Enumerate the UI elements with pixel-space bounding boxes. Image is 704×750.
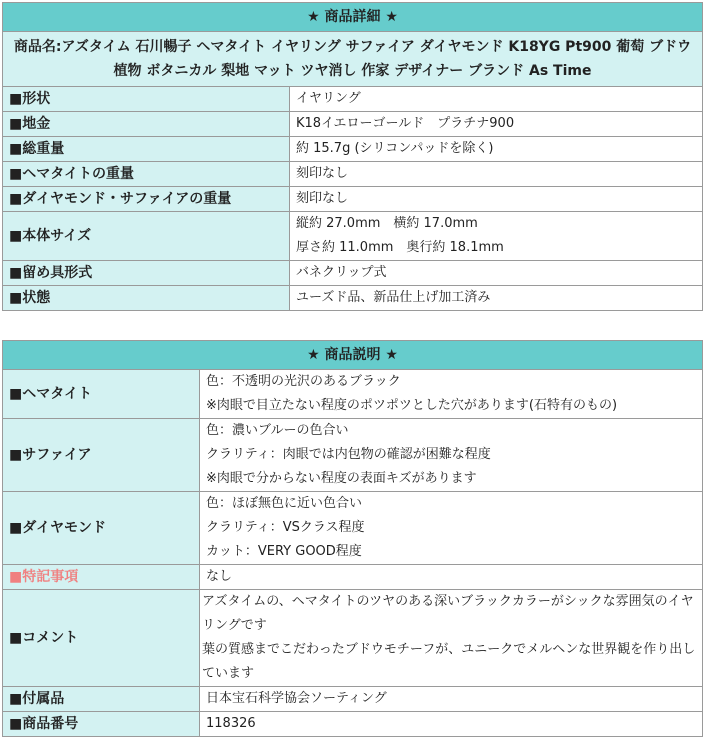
desc-label-item-number: ■商品番号 [3, 712, 200, 737]
detail-value-metal: K18イエローゴールド プラチナ900 [290, 112, 703, 137]
detail-value-stone-weight: 刻印なし [290, 187, 703, 212]
desc-label-sapphire: ■サファイア [3, 419, 200, 492]
desc-label-hematite: ■ヘマタイト [3, 370, 200, 419]
detail-label-stone-weight: ■ダイヤモンド・サファイアの重量 [3, 187, 290, 212]
detail-label-size: ■本体サイズ [3, 212, 290, 261]
detail-label-shape: ■形状 [3, 87, 290, 112]
product-details-table [2, 2, 703, 311]
detail-value-total-weight: 約 15.7g (シリコンパッドを除く) [290, 137, 703, 162]
desc-value-hematite: 色：不透明の光沢のあるブラック ※肉眼で目立たない程度のポツポツとした穴があります(石特有のもの) [200, 370, 703, 419]
desc-label-comment: ■コメント [3, 590, 200, 687]
product-description-table [2, 340, 703, 737]
detail-value-clasp: バネクリップ式 [290, 261, 703, 286]
desc-label-special-notes: ■特記事項 [3, 565, 200, 590]
desc-label-accessories: ■付属品 [3, 687, 200, 712]
detail-label-condition: ■状態 [3, 286, 290, 311]
details-header: ★ 商品詳細 ★ [3, 3, 703, 32]
desc-value-accessories: 日本宝石科学協会ソーティング [200, 687, 703, 712]
product-title: 商品名:アズタイム 石川暢子 ヘマタイト イヤリング サファイア ダイヤモンド K18YG Pt900 葡萄 ブドウ 植物 ボタニカル 梨地 マット ツヤ消し 作家 デザイナー ブランド As Time [3, 32, 703, 87]
desc-value-diamond: 色：ほぼ無色に近い色合い クラリティ：VSクラス程度 カット：VERY GOOD程度 [200, 492, 703, 565]
description-header: ★ 商品説明 ★ [3, 341, 703, 370]
detail-value-shape: イヤリング [290, 87, 703, 112]
desc-value-item-number: 118326 [200, 712, 703, 737]
desc-value-special-notes: なし [200, 565, 703, 590]
desc-value-sapphire: 色：濃いブルーの色合い クラリティ：肉眼では内包物の確認が困難な程度 ※肉眼で分からない程度の表面キズがあります [200, 419, 703, 492]
detail-label-metal: ■地金 [3, 112, 290, 137]
desc-value-comment: アズタイムの、ヘマタイトのツヤのある深いブラックカラーがシックな雰囲気のイヤリングです 葉の質感までこだわったブドウモチーフが、ユニークでメルヘンな世界観を作り出しています [200, 590, 703, 687]
detail-value-hematite-weight: 刻印なし [290, 162, 703, 187]
detail-label-clasp: ■留め具形式 [3, 261, 290, 286]
detail-value-size: 縦約 27.0mm 横約 17.0mm 厚さ約 11.0mm 奥行約 18.1mm [290, 212, 703, 261]
detail-value-condition: ユーズド品、新品仕上げ加工済み [290, 286, 703, 311]
detail-label-total-weight: ■総重量 [3, 137, 290, 162]
desc-label-diamond: ■ダイヤモンド [3, 492, 200, 565]
detail-label-hematite-weight: ■ヘマタイトの重量 [3, 162, 290, 187]
